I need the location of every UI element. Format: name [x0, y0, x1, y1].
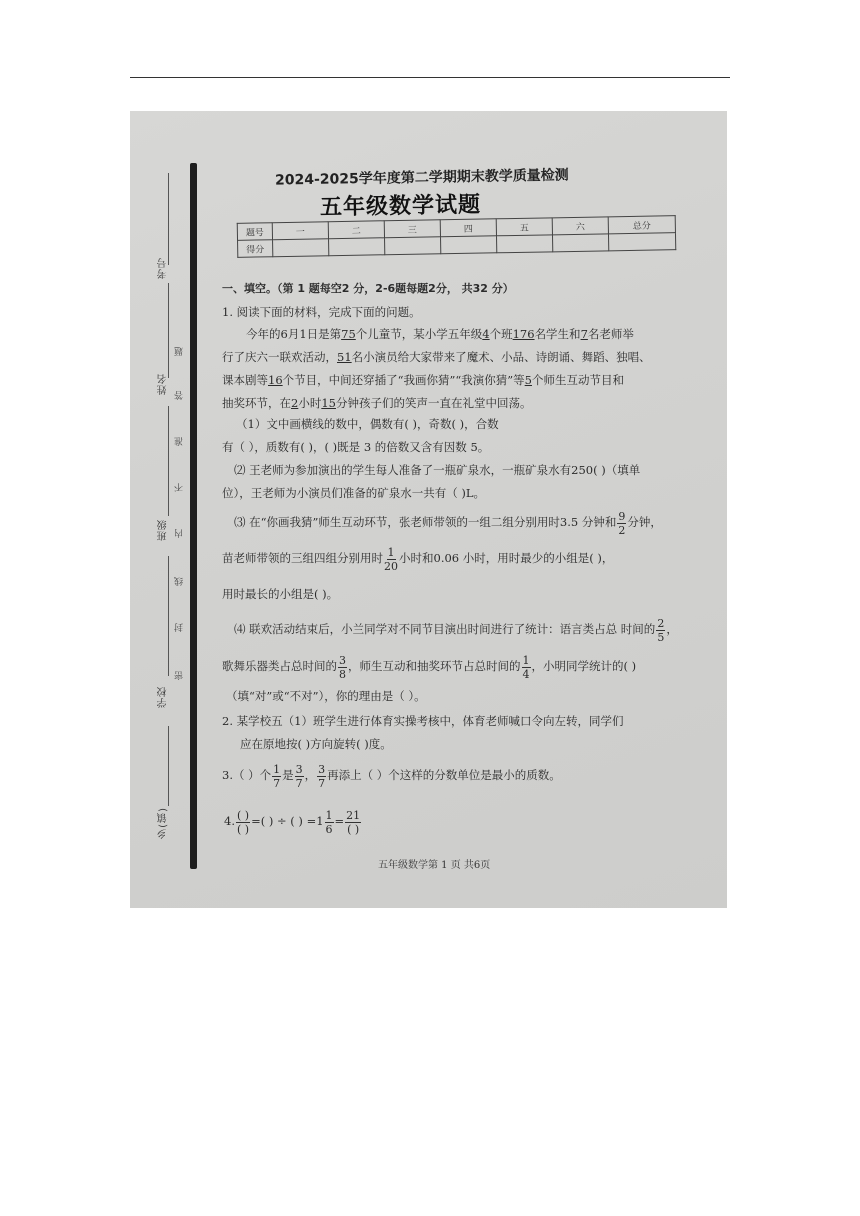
q1-paragraph-line2: 行了庆六一联欢活动，51名小演员给大家带来了魔术、小品、诗朗诵、舞蹈、独唱、	[222, 350, 651, 364]
side-line	[168, 556, 169, 676]
fraction: $\frac{( )}{( )}$	[236, 808, 250, 836]
seal-char: 密	[175, 671, 185, 680]
q1-sub1-line1: （1）文中画横线的数中，偶数有( )，奇数( )，合数	[236, 417, 499, 431]
q1-sub3-line2: 苗老师带领的三组四组分别用时 $\frac{1}{20}$ 小时和0.06 小时，用时最少的小组是( )，	[222, 545, 614, 573]
fraction: $\frac{21}{( )}$	[346, 808, 361, 836]
score-cell[interactable]	[496, 235, 552, 253]
seal-char: 题	[175, 347, 185, 356]
fraction: $\frac{2}{5}$	[657, 616, 665, 644]
q3-line: 3.（ ）个 $\frac{1}{7}$ 是 $\frac{3}{7}$ ， $\frac{3}{7}$ 再添上（ ）个这样的分数单位是最小的质数。	[222, 762, 561, 790]
seal-char: 内	[175, 529, 185, 538]
q1-sub4-line2: 歌舞乐器类占总时间的 $\frac{3}{8}$ ，师生互动和抽奖环节占总时间的 $\frac{1}{4}$ ，小明同学统计的( )	[222, 653, 637, 681]
score-table	[237, 215, 677, 258]
side-line	[168, 726, 169, 806]
seal-char: 答	[175, 391, 185, 400]
top-rule	[130, 77, 730, 78]
score-table-row-label: 题号	[237, 223, 272, 241]
score-cell[interactable]	[441, 236, 497, 254]
label-class: 班级	[158, 519, 169, 541]
fraction: $\frac{1}{20}$	[384, 545, 398, 573]
q2-line1: 2. 某学校五（1）班学生进行体育实操考核中，体育老师喊口令向左转，同学们	[222, 714, 624, 728]
side-line	[168, 283, 169, 378]
fraction: $\frac{1}{4}$	[522, 653, 530, 681]
score-table-col: 四	[440, 219, 496, 237]
q1-intro: 1. 阅读下面的材料，完成下面的问题。	[222, 305, 421, 319]
fraction: $\frac{9}{2}$	[618, 509, 626, 537]
exam-photo	[130, 111, 727, 908]
q1-sub3-line3: 用时最长的小组是( )。	[222, 587, 339, 601]
q1-sub4-line3: （填“对”或“不对”），你的理由是（ ）。	[226, 689, 426, 703]
q1-sub2-line2: 位），王老师为小演员们准备的矿泉水一共有（ )L。	[222, 486, 486, 500]
q1-paragraph-line4: 抽奖环节，在2小时15分钟孩子们的笑声一直在礼堂中回荡。	[222, 396, 532, 410]
score-table-col: 三	[384, 220, 440, 238]
fraction: $\frac{3}{8}$	[339, 653, 346, 681]
seal-char: 不	[175, 483, 185, 492]
exam-title-line1: 2024-2025学年度第二学期期末教学质量检测	[274, 167, 569, 189]
fraction: $\frac{1}{7}$	[273, 762, 281, 790]
score-table-col: 六	[552, 217, 608, 235]
score-cell[interactable]	[273, 239, 329, 257]
binding-bar	[190, 163, 197, 869]
q1-sub2-line1: ⑵ 王老师为参加演出的学生每人准备了一瓶矿泉水，一瓶矿泉水有250( )（填单	[234, 463, 641, 477]
score-table-col: 一	[272, 222, 328, 240]
seal-char: 线	[175, 577, 185, 586]
score-cell[interactable]	[385, 237, 441, 255]
score-table-col: 总分	[608, 216, 675, 234]
seal-char: 准	[175, 437, 185, 446]
score-table-row-label: 得分	[238, 240, 273, 258]
score-table-col: 五	[496, 218, 552, 236]
score-cell[interactable]	[552, 234, 608, 252]
q1-paragraph-line3: 课本剧等16个节目，中间还穿插了“我画你猜”“我演你猜”等5个师生互动节目和	[222, 373, 624, 387]
section-heading: 一、填空。（第 1 题每空2 分，2-6题每题2分， 共32 分）	[222, 282, 514, 295]
exam-title-line2: 五年级数学试题	[319, 192, 482, 221]
q1-sub3-line1: ⑶ 在“你画我猜”师生互动环节，张老师带领的一组二组分别用时3.5 分钟和 $\frac{9}{2}$ 分钟，	[234, 509, 662, 537]
label-school: 学校	[158, 686, 169, 708]
q1-sub1-line2: 有（ ），质数有( )，( )既是 3 的倍数又含有因数 5。	[222, 440, 490, 454]
seal-char: 封	[175, 623, 185, 632]
q4-line: 4. $\frac{( )}{( )}$ =( ) ÷ ( ) =1 $\frac{1}{6}$ = $\frac{21}{( )}$	[224, 808, 361, 836]
fraction: $\frac{3}{7}$	[318, 762, 326, 790]
side-line	[168, 173, 169, 265]
side-line	[168, 406, 169, 516]
score-table-col: 二	[328, 221, 384, 239]
label-exam-number: 考号	[158, 257, 169, 279]
q1-paragraph-line1: 今年的6月1日是第75个儿童节，某小学五年级4个班176名学生和7名老师举	[246, 327, 634, 341]
label-name: 姓名	[158, 373, 169, 395]
label-town: 乡(镇)	[158, 807, 169, 839]
score-cell[interactable]	[608, 233, 675, 251]
score-cell[interactable]	[329, 238, 385, 256]
q2-line2: 应在原地按( )方向旋转( )度。	[240, 737, 392, 751]
fraction: $\frac{3}{7}$	[295, 762, 303, 790]
page-footer: 五年级数学第 1 页 共6页	[378, 860, 491, 871]
q1-sub4-line1: ⑷ 联欢活动结束后，小兰同学对不同节目演出时间进行了统计：语言类占总 时间的 $\frac{2}{5}$ ，	[234, 616, 678, 644]
fraction: $\frac{1}{6}$	[325, 808, 333, 836]
